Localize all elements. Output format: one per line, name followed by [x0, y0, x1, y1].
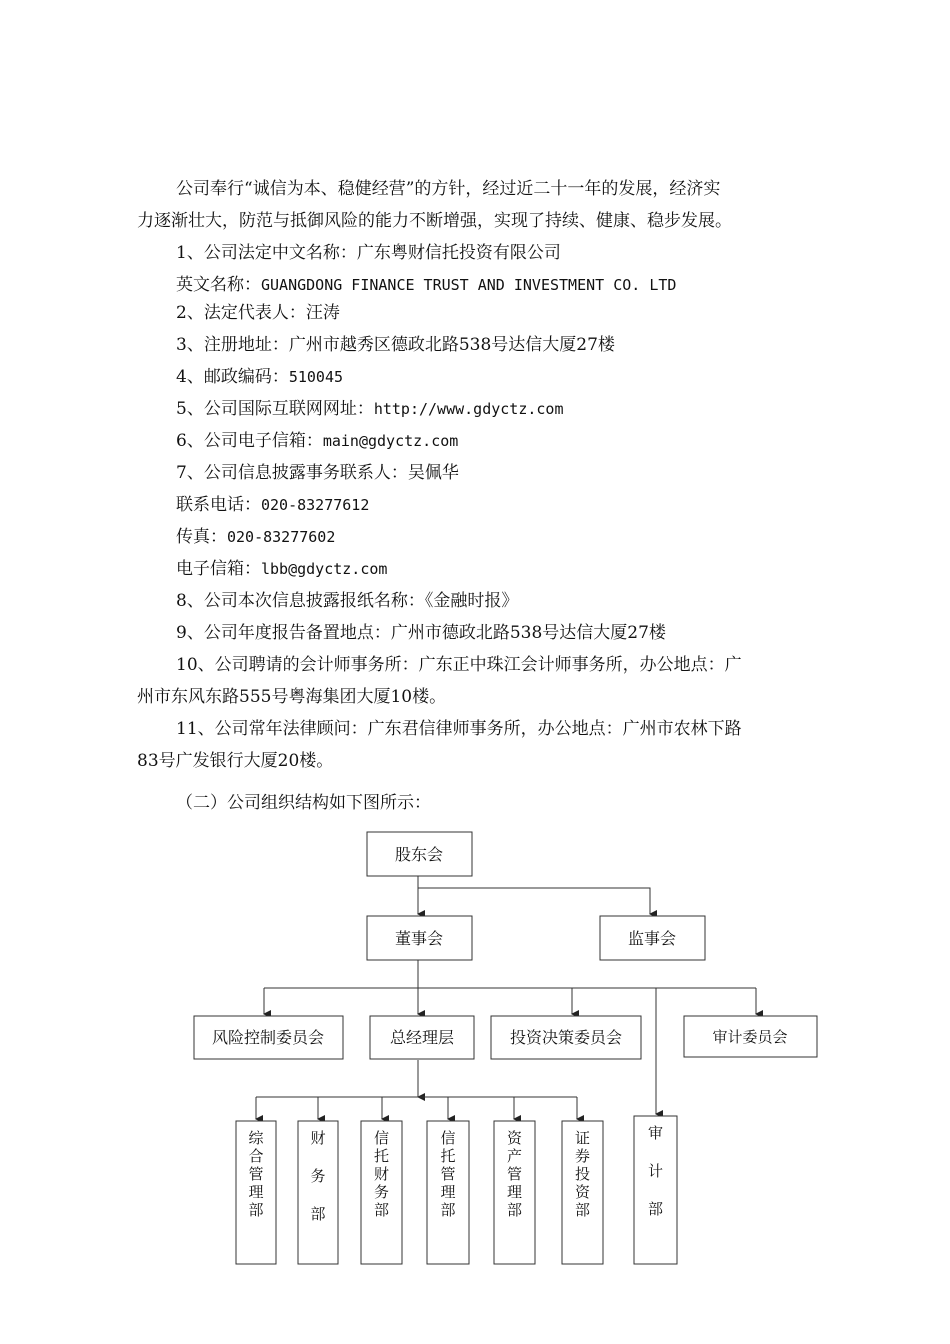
item-8: 8、公司本次信息披露报纸名称：《金融时报》 — [176, 591, 519, 611]
item-11-line-1: 11、公司常年法律顾问：广东君信律师事务所，办公地点：广州市农林下路 — [176, 719, 742, 739]
section-title: （二）公司组织结构如下图所示： — [176, 793, 431, 813]
item-3: 3、注册地址：广州市越秀区德政北路538号达信大厦27楼 — [176, 335, 615, 355]
item-9: 9、公司年度报告备置地点：广州市德政北路538号达信大厦27楼 — [176, 623, 666, 643]
contact-email-value: lbb@gdyctz.com — [261, 560, 388, 578]
item-2: 2、法定代表人：汪涛 — [176, 303, 340, 323]
english-name-label: 英文名称： — [176, 275, 261, 295]
company-email-value: main@gdyctz.com — [322, 432, 459, 450]
label-audit-committee: 审计委员会 — [712, 1028, 788, 1046]
label-supervisors: 监事会 — [627, 929, 677, 948]
contact-email-label: 电子信箱： — [176, 559, 261, 579]
intro-line-2: 力逐渐壮大，防范与抵御风险的能力不断增强，实现了持续、健康、稳步发展。 — [137, 211, 732, 231]
label-shareholders: 股东会 — [394, 845, 444, 864]
website-value: http://www.gdyctz.com — [373, 400, 564, 418]
label-risk-committee: 风险控制委员会 — [211, 1028, 325, 1047]
postcode-value: 510045 — [288, 368, 344, 386]
org-connectors — [256, 876, 756, 1119]
item-1: 1、公司法定中文名称：广东粤财信托投资有限公司 — [176, 243, 561, 263]
postcode-label: 4、邮政编码： — [176, 367, 289, 387]
company-email-label: 6、公司电子信箱： — [176, 431, 323, 451]
departments — [236, 1116, 677, 1264]
fax-value: 020-83277602 — [227, 528, 336, 546]
fax-label: 传真： — [176, 527, 227, 547]
label-investment-committee: 投资决策委员会 — [509, 1028, 623, 1047]
intro-line-1: 公司奉行“诚信为本、稳健经营”的方针，经过近二十一年的发展，经济实 — [176, 179, 721, 199]
connector-shareholders-supervisors — [418, 888, 650, 914]
item-10-line-1: 10、公司聘请的会计师事务所：广东正中珠江会计师事务所，办公地点：广 — [176, 655, 742, 675]
label-board: 董事会 — [394, 929, 444, 948]
item-11-line-2: 83号广发银行大厦20楼。 — [137, 751, 334, 771]
website-label: 5、公司国际互联网网址： — [176, 399, 374, 419]
dept-label-1: 综合管理部 — [248, 1129, 264, 1219]
english-name-value: GUANGDONG FINANCE TRUST AND INVESTMENT CO. LTD — [261, 276, 677, 294]
dept-label-6: 证券投资部 — [574, 1129, 591, 1219]
dept-label-4: 信托管理部 — [440, 1129, 456, 1219]
item-10-line-2: 州市东风东路555号粤海集团大厦10楼。 — [137, 687, 447, 707]
dept-label-2: 财务部 — [310, 1129, 326, 1223]
phone-label: 联系电话： — [176, 495, 261, 515]
dept-label-5: 资产管理部 — [506, 1129, 523, 1219]
dept-label-7: 审计部 — [647, 1124, 664, 1218]
phone-value: 020-83277612 — [261, 496, 370, 514]
dept-label-3: 信托财务部 — [373, 1129, 390, 1219]
label-general-manager: 总经理层 — [389, 1028, 455, 1047]
item-7: 7、公司信息披露事务联系人：吴佩华 — [176, 463, 459, 483]
